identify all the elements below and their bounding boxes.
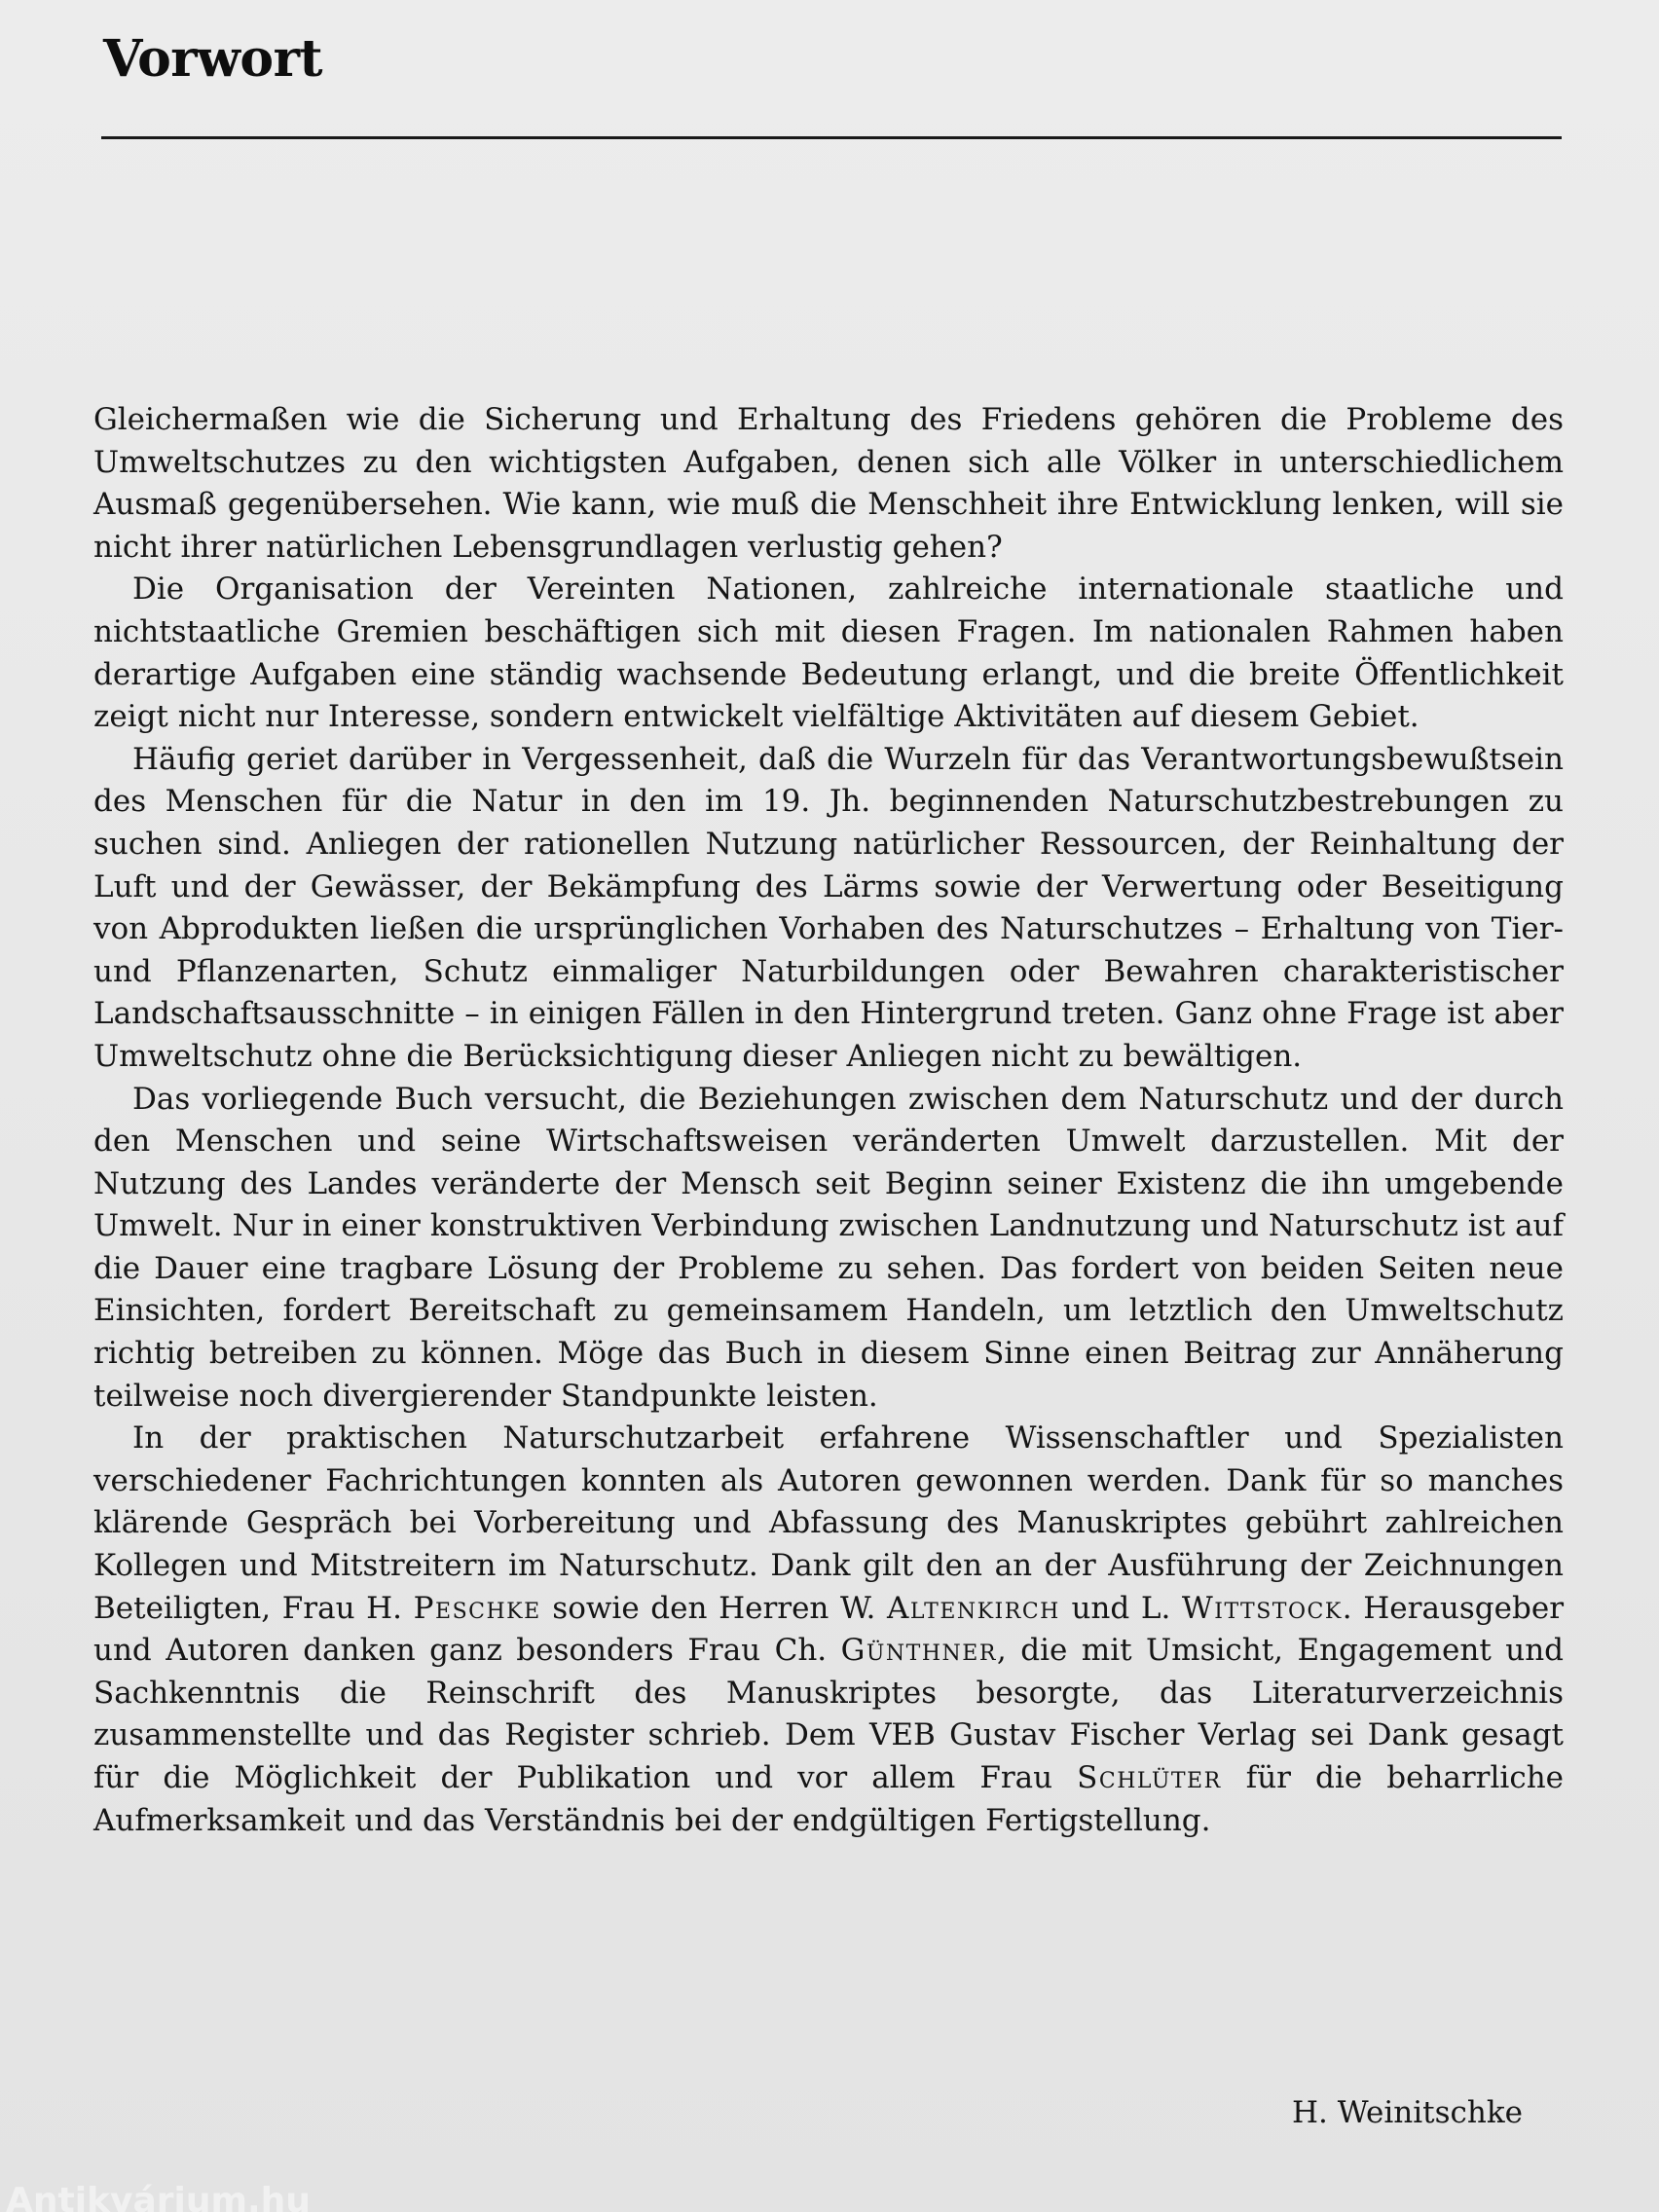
person-name: Schlüter <box>1077 1760 1222 1795</box>
text-run: In der praktischen Naturschutzarbeit erfahrene Wissenschaftler und Spezialisten verschiedener Fachrichtungen konnten als Autoren gewonnen werden. Dank für so manches klärende Gespräch bei Vorbereitung und Abfassung des Manuskriptes gebührt zahlreichen Kollegen und Mitstreitern im Naturschutz. Dank gilt den an der Ausführung der Zeichnungen Beteiligten, Frau H. <box>93 1420 1564 1626</box>
person-name: Peschke <box>413 1590 541 1626</box>
text-run: Gleichermaßen wie die Sicherung und Erhaltung des Friedens gehören die Probleme des Umweltschutzes zu den wichtigsten Aufgaben, denen sich alle Völker in unterschiedlichem Ausmaß gegenübersehen. Wie kann, wie muß die Menschheit ihre Entwicklung lenken, will sie nicht ihrer natürlichen Lebensgrundlagen verlustig gehen? <box>93 402 1564 565</box>
text-run: für die beharrliche Aufmerksamkeit und das Verständnis bei der endgültigen Fertigstellung. <box>93 1760 1565 1838</box>
author-signature: H. Weinitschke <box>1291 2095 1523 2130</box>
foreword-body <box>93 399 1564 1842</box>
body-paragraph <box>93 1418 1564 1842</box>
person-name: Altenkirch <box>886 1590 1060 1626</box>
title-rule <box>101 136 1562 139</box>
text-run: , die mit Umsicht, Engagement und Sachkenntnis die Reinschrift des Manuskriptes besorgte, das Literaturverzeichnis zusammenstellte und das Register schrieb. Dem VEB Gustav Fischer Verlag sei Dank gesagt für die Möglichkeit der Publikation und vor allem Frau <box>93 1633 1565 1795</box>
text-run: . Herausgeber und Autoren danken ganz besonders Frau Ch. <box>93 1590 1565 1669</box>
body-paragraph <box>93 1079 1564 1419</box>
body-paragraph <box>93 399 1564 569</box>
person-name: Wittstock <box>1181 1590 1343 1626</box>
text-run: Die Organisation der Vereinten Nationen, zahlreiche internationale staatliche und nichtstaatliche Gremien beschäftigen sich mit diesen Fragen. Im nationalen Rahmen haben derartige Aufgaben eine ständig wachsende Bedeutung erlangt, und die breite Öffentlichkeit zeigt nicht nur Interesse, sondern entwickelt vielfältige Aktivitäten auf diesem Gebiet. <box>93 571 1564 735</box>
watermark-logo: Antikvárium.hu <box>6 2181 311 2212</box>
text-run: und L. <box>1059 1590 1182 1626</box>
body-paragraph <box>93 569 1564 738</box>
text-run: Häufig geriet darüber in Vergessenheit, daß die Wurzeln für das Verantwortungsbewußtsein des Menschen für die Natur in den im 19. Jh. beginnenden Naturschutzbestrebungen zu suchen sind. Anliegen der rationellen Nutzung natürlicher Ressourcen, der Reinhaltung der Luft und der Gewässer, der Bekämpfung des Lärms sowie der Verwertung oder Beseitigung von Abprodukten ließen die ursprünglichen Vorhaben des Naturschutzes – Erhaltung von Tier- und Pflanzenarten, Schutz einmaliger Naturbildungen oder Bewahren charakteristischer Landschaftsausschnitte – in einigen Fällen in den Hintergrund treten. Ganz ohne Frage ist aber Umweltschutz ohne die Berücksichtigung dieser Anliegen nicht zu bewältigen. <box>93 741 1564 1074</box>
body-paragraph <box>93 739 1564 1079</box>
text-run: Das vorliegende Buch versucht, die Beziehungen zwischen dem Naturschutz und der durch den Menschen und seine Wirtschaftsweisen veränderten Umwelt darzustellen. Mit der Nutzung des Landes veränderte der Mensch seit Beginn seiner Existenz die ihn umgebende Umwelt. Nur in einer konstruktiven Verbindung zwischen Landnutzung und Naturschutz ist auf die Dauer eine tragbare Lösung der Probleme zu sehen. Das fordert von beiden Seiten neue Einsichten, fordert Bereitschaft zu gemeinsamem Handeln, um letztlich den Umweltschutz richtig betreiben zu können. Möge das Buch in diesem Sinne einen Beitrag zur Annäherung teilweise noch divergierender Standpunkte leisten. <box>93 1081 1564 1414</box>
text-run: sowie den Herren W. <box>540 1590 887 1626</box>
page-title: Vorwort <box>103 29 323 89</box>
person-name: Günthner <box>840 1633 997 1669</box>
